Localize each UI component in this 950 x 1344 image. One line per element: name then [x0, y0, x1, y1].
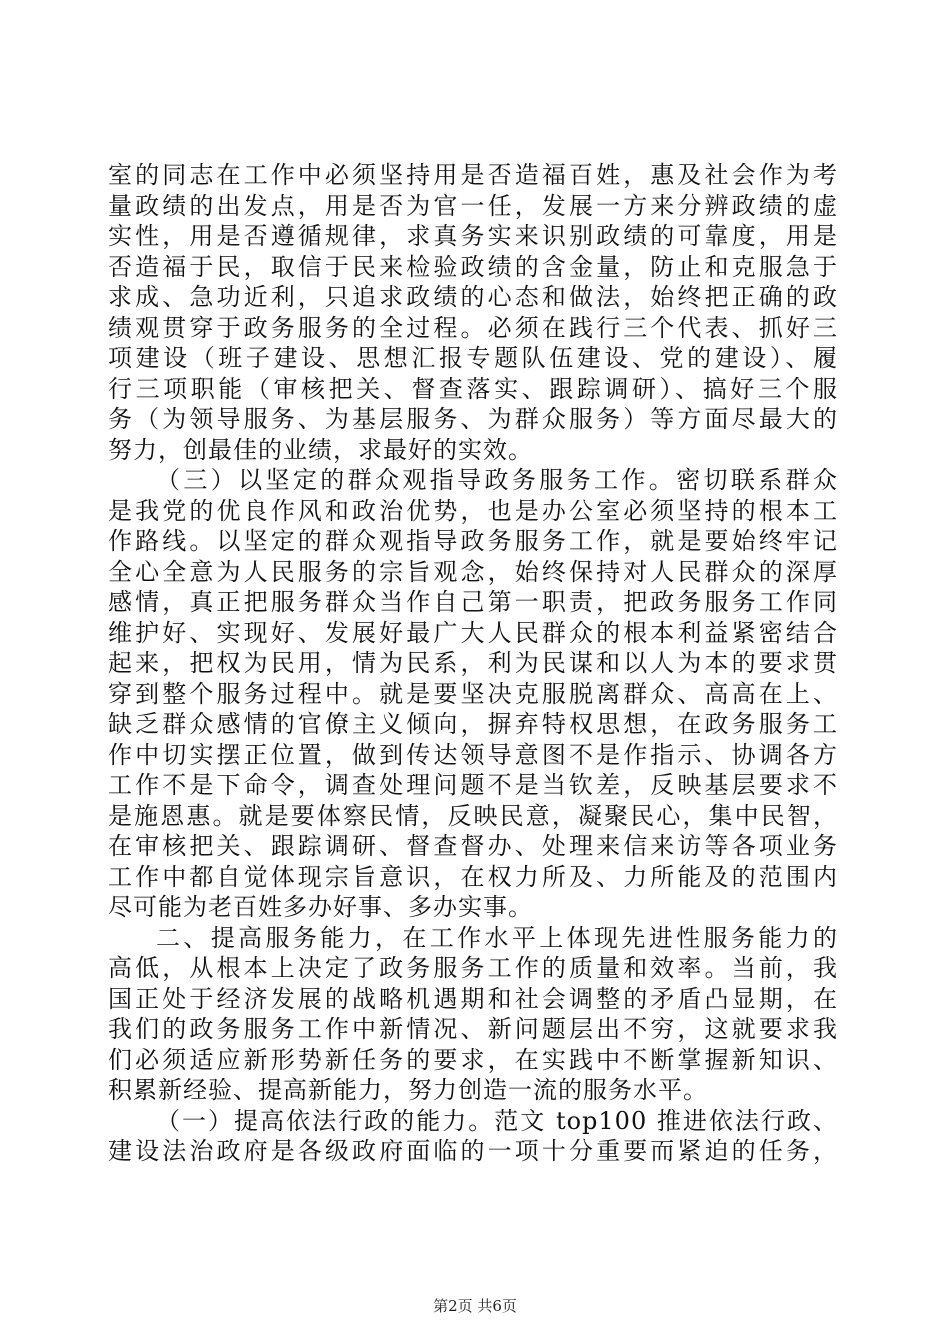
- text-line: 尽可能为老百姓多办好事、多办实事。: [108, 893, 533, 921]
- text-line: 作路线。以坚定的群众观指导政务服务工作，就是要始终牢记: [108, 527, 838, 555]
- text-line: 努力，创最佳的业绩，求最好的实效。: [108, 435, 533, 464]
- text-line: 作中切实摆正位置，做到传达领导意图不是作指示、协调各方: [108, 740, 838, 769]
- text-line: 行三项职能（审核把关、督查落实、跟踪调研）、搞好三个服: [108, 374, 838, 403]
- text-line: 是我党的优良作风和政治优势，也是办公室必须坚持的根本工: [108, 496, 838, 525]
- text-line: 是施恩惠。就是要体察民情，反映民意，凝聚民心，集中民智，: [108, 801, 838, 830]
- text-line: 项建设（班子建设、思想汇报专题队伍建设、党的建设）、履: [108, 344, 838, 372]
- text-line: 在审核把关、跟踪调研、督查督办、处理来信来访等各项业务: [108, 832, 838, 860]
- page-footer: 第2页 共6页: [433, 1297, 517, 1315]
- text-line: 高低，从根本上决定了政务服务工作的质量和效率。当前，我: [108, 954, 838, 982]
- text-line: 实性，用是否遵循规律，求真务实来识别政绩的可靠度，用是: [108, 222, 838, 250]
- text-line: （一）提高依法行政的能力。范文 top100 推进依法行政、: [156, 1106, 838, 1135]
- text-line: 量政绩的出发点，用是否为官一任，发展一方来分辨政绩的虚: [108, 191, 838, 220]
- text-line: 否造福于民，取信于民来检验政绩的含金量，防止和克服急于: [108, 252, 838, 281]
- text-line: 感情，真正把服务群众当作自己第一职责，把政务服务工作同: [108, 588, 838, 616]
- text-line: 务（为领导服务、为基层服务、为群众服务）等方面尽最大的: [108, 405, 838, 433]
- body-text: [108, 160, 838, 1167]
- text-line: 工作不是下命令，调查处理问题不是当钦差，反映基层要求不: [108, 771, 838, 799]
- text-line: 缺乏群众感情的官僚主义倾向，摒弃特权思想，在政务服务工: [108, 710, 838, 738]
- text-line: 室的同志在工作中必须坚持用是否造福百姓，惠及社会作为考: [108, 161, 838, 189]
- text-line: 二、提高服务能力，在工作水平上体现先进性服务能力的: [156, 923, 838, 952]
- text-line: 们必须适应新形势新任务的要求，在实践中不断掌握新知识、: [108, 1045, 838, 1074]
- text-line: 起来，把权为民用，情为民系，利为民谋和以人为本的要求贯: [108, 649, 838, 677]
- text-line: 全心全意为人民服务的宗旨观念，始终保持对人民群众的深厚: [108, 557, 838, 586]
- text-line: 绩观贯穿于政务服务的全过程。必须在践行三个代表、抓好三: [108, 313, 838, 342]
- text-line: 建设法治政府是各级政府面临的一项十分重要而紧迫的任务，: [108, 1137, 838, 1165]
- text-line: 工作中都自觉体现宗旨意识，在权力所及、力所能及的范围内: [108, 862, 838, 891]
- text-line: 穿到整个服务过程中。就是要坚决克服脱离群众、高高在上、: [108, 679, 838, 708]
- text-line: 积累新经验、提高新能力，努力创造一流的服务水平。: [108, 1076, 708, 1104]
- text-line: （三）以坚定的群众观指导政务服务工作。密切联系群众: [156, 466, 838, 494]
- text-line: 维护好、实现好、发展好最广大人民群众的根本利益紧密结合: [108, 618, 838, 647]
- text-line: 求成、急功近利，只追求政绩的心态和做法，始终把正确的政: [108, 283, 838, 311]
- text-line: 我们的政务服务工作中新情况、新问题层出不穷，这就要求我: [108, 1015, 838, 1043]
- text-line: 国正处于经济发展的战略机遇期和社会调整的矛盾凸显期，在: [108, 984, 838, 1013]
